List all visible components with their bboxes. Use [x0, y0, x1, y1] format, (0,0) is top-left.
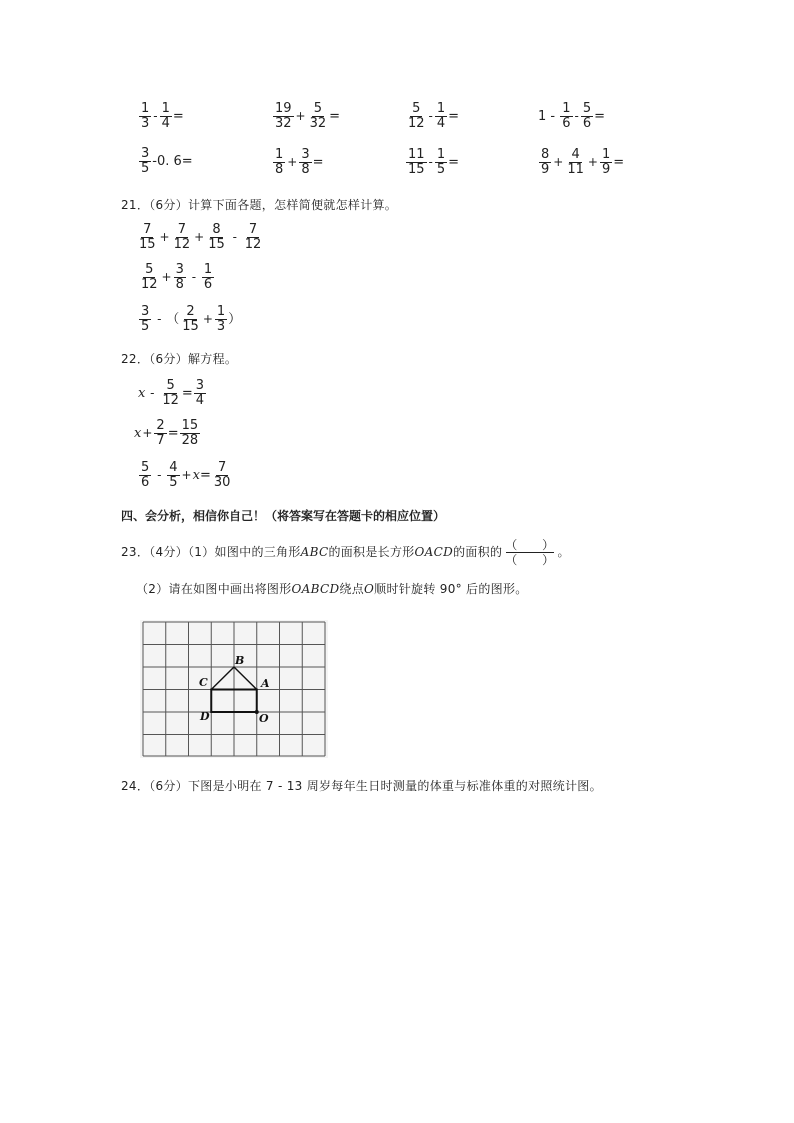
label-d: D	[200, 710, 210, 723]
label-a: A	[261, 677, 270, 690]
question-23-part-1: 23．（4分）（1）如图中的三角形ABC的面积是长方形OACD的面积的 $\frac{( )}{( )}$ 。	[121, 538, 570, 567]
calc-2: $\frac{19}{32}$ + $\frac{5}{32}$ =	[275, 101, 341, 131]
calc-6: $\frac{1}{8}$ + $\frac{3}{8}$ =	[275, 147, 324, 177]
fraction: $\frac{4}{5}$	[169, 460, 178, 490]
fraction: $\frac{19}{32}$	[275, 101, 292, 131]
fraction: $\frac{5}{12}$	[162, 378, 179, 408]
q21-problem-1: $\frac{7}{15}$ + $\frac{7}{12}$ + $\frac{8}{15}$ - $\frac{7}{12}$	[139, 222, 262, 252]
q22-equation-2: x+ $\frac{2}{7}$ = $\frac{15}{28}$	[134, 418, 199, 448]
q21-problem-3: $\frac{3}{5}$ - （ $\frac{2}{15}$ + $\frac{1}{3}$ ）	[141, 304, 242, 334]
q22-equation-3: $\frac{5}{6}$ - $\frac{4}{5}$ +x= $\frac{7}{30}$	[141, 460, 231, 490]
fraction: $\frac{8}{15}$	[208, 222, 225, 252]
fraction: $\frac{15}{28}$	[181, 418, 199, 448]
fraction: $\frac{1}{6}$	[203, 262, 213, 292]
fraction: $\frac{7}{12}$	[244, 222, 262, 252]
question-22-title: 22．（6分）解方程。	[121, 352, 238, 366]
calc-3: $\frac{5}{12}$ - $\frac{1}{4}$ =	[408, 101, 460, 131]
grid-figure	[140, 620, 328, 758]
fraction: $\frac{1}{9}$	[601, 147, 611, 177]
fraction: $\frac{7}{30}$	[213, 460, 231, 490]
calc-4: 1 - $\frac{1}{6}$ - $\frac{5}{6}$ =	[538, 101, 606, 131]
q21-problem-2: $\frac{5}{12}$ + $\frac{3}{8}$ - $\frac{1}{6}$	[141, 262, 213, 292]
fraction: $\frac{3}{8}$	[175, 262, 184, 292]
fraction: $\frac{1}{8}$	[275, 147, 284, 177]
label-c: C	[199, 676, 208, 689]
fraction: $\frac{7}{15}$	[139, 222, 156, 252]
calc-1: $\frac{1}{3}$ - $\frac{1}{4}$ =	[141, 101, 184, 131]
fraction: $\frac{8}{9}$	[541, 147, 550, 177]
question-23-part-2: （2）请在如图中画出将图形OABCD绕点O顺时针旋转 90° 后的图形。	[136, 582, 528, 596]
fraction: $\frac{1}{3}$	[216, 304, 226, 334]
fraction: $\frac{1}{6}$	[562, 101, 571, 131]
calc-8: $\frac{8}{9}$ + $\frac{4}{11}$ + $\frac{1}{9}$ =	[541, 147, 625, 177]
answer-blank-fraction[interactable]: $\frac{( )}{( )}$	[505, 538, 555, 567]
fraction: $\frac{5}{32}$	[309, 101, 327, 131]
fraction: $\frac{5}{12}$	[408, 101, 425, 131]
fraction: $\frac{5}{6}$	[141, 460, 150, 490]
fraction: $\frac{7}{12}$	[173, 222, 191, 252]
fraction: $\frac{1}{3}$	[141, 101, 150, 131]
fraction: $\frac{1}{4}$	[161, 101, 170, 131]
fraction: $\frac{5}{12}$	[141, 262, 158, 292]
calc-7: $\frac{11}{15}$ - $\frac{1}{5}$ =	[408, 147, 460, 177]
fraction: $\frac{11}{15}$	[408, 147, 425, 177]
fraction: $\frac{3}{5}$	[141, 146, 150, 176]
fraction: $\frac{3}{4}$	[195, 378, 205, 408]
fraction: $\frac{1}{4}$	[436, 101, 446, 131]
calc-5: $\frac{3}{5}$ -0. 6=	[141, 146, 193, 176]
question-24-title: 24．（6分）下图是小明在 7 - 13 周岁每年生日时测量的体重与标准体重的对照统计图。	[121, 779, 602, 793]
fraction: $\frac{3}{8}$	[301, 147, 310, 177]
label-o: O	[259, 712, 269, 725]
q22-equation-1: x - $\frac{5}{12}$ = $\frac{3}{4}$	[138, 378, 205, 408]
fraction: $\frac{3}{5}$	[141, 304, 150, 334]
fraction: $\frac{4}{11}$	[567, 147, 584, 177]
fraction: $\frac{2}{15}$	[182, 304, 199, 334]
label-b: B	[235, 654, 245, 667]
fraction: $\frac{2}{7}$	[156, 418, 165, 448]
question-21-title: 21．（6分）计算下面各题，怎样简便就怎样计算。	[121, 198, 398, 212]
section-heading: 四、会分析，相信你自己！（将答案写在答题卡的相应位置）	[121, 509, 446, 523]
fraction: $\frac{5}{6}$	[582, 101, 592, 131]
fraction: $\frac{1}{5}$	[436, 147, 446, 177]
